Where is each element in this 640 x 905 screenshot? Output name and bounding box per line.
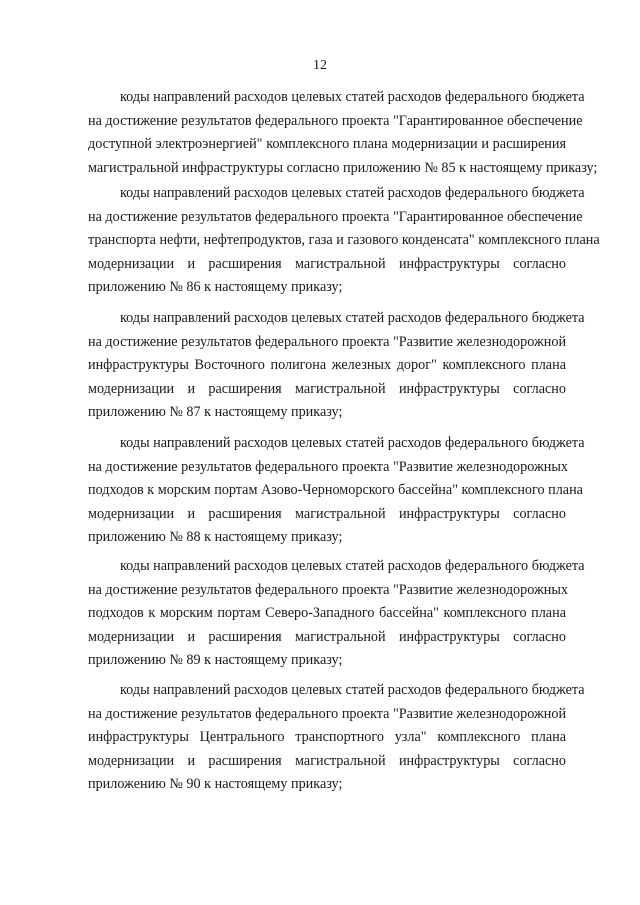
text-line: коды направлений расходов целевых статей расходов федерального бюджета (120, 310, 585, 326)
text-line: инфраструктуры Восточного полигона железных дорог" комплексного плана (88, 357, 566, 373)
paragraph-6 (88, 679, 585, 797)
paragraph-3 (88, 307, 585, 425)
paragraph-5 (88, 555, 585, 673)
text-line: на достижение результатов федерального проекта "Гарантированное обеспечение (88, 112, 583, 129)
text-line: на достижение результатов федерального проекта "Развитие железнодорожной (88, 705, 567, 722)
paragraph-2 (88, 182, 600, 300)
text-line: модернизации и расширения магистральной инфраструктуры согласно (88, 255, 566, 272)
text-line: приложению № 89 к настоящему приказу; (88, 652, 343, 668)
text-line: на достижение результатов федерального проекта "Развитие железнодорожной (88, 333, 567, 350)
text-line: инфраструктуры Центрального транспортного узла" комплексного плана (88, 729, 566, 745)
text-line: модернизации и расширения магистральной инфраструктуры согласно (88, 628, 566, 645)
text-line: приложению № 87 к настоящему приказу; (88, 404, 343, 420)
text-line: модернизации и расширения магистральной инфраструктуры согласно (88, 505, 566, 522)
text-line: модернизации и расширения магистральной инфраструктуры согласно (88, 752, 566, 769)
paragraph-1 (88, 86, 598, 180)
text-line: подходов к морским портам Северо-Западного бассейна" комплексного плана (88, 605, 566, 621)
text-line: коды направлений расходов целевых статей расходов федерального бюджета (120, 89, 585, 105)
text-line: приложению № 88 к настоящему приказу; (88, 529, 343, 545)
text-line: на достижение результатов федерального проекта "Гарантированное обеспечение (88, 208, 583, 225)
text-line: магистральной инфраструктуры согласно приложению № 85 к настоящему приказу; (88, 159, 598, 176)
text-line: модернизации и расширения магистральной инфраструктуры согласно (88, 380, 566, 397)
text-line: коды направлений расходов целевых статей расходов федерального бюджета (120, 682, 585, 698)
text-line: доступной электроэнергией" комплексного плана модернизации и расширения (88, 136, 566, 152)
text-line: коды направлений расходов целевых статей расходов федерального бюджета (120, 185, 585, 201)
text-line: приложению № 86 к настоящему приказу; (88, 279, 343, 295)
text-line: на достижение результатов федерального проекта "Развитие железнодорожных (88, 458, 569, 475)
text-line: приложению № 90 к настоящему приказу; (88, 776, 343, 792)
text-line: на достижение результатов федерального проекта "Развитие железнодорожных (88, 581, 569, 598)
text-line: транспорта нефти, нефтепродуктов, газа и газового конденсата" комплексного плана (88, 232, 600, 248)
page-number: 12 (313, 58, 327, 73)
paragraph-4 (88, 432, 585, 550)
text-line: подходов к морским портам Азово-Черноморского бассейна" комплексного плана (88, 482, 583, 498)
text-line: коды направлений расходов целевых статей расходов федерального бюджета (120, 558, 585, 574)
text-line: коды направлений расходов целевых статей расходов федерального бюджета (120, 435, 585, 451)
